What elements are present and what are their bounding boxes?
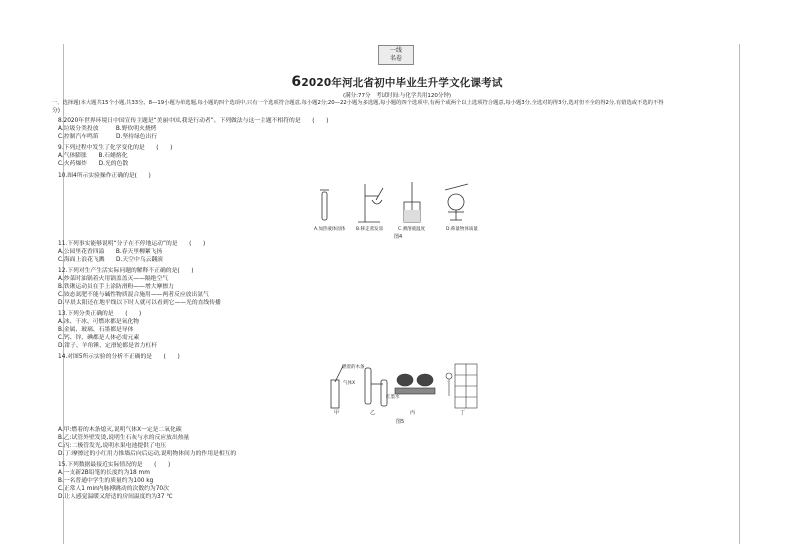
fig4-b-stand: [358, 184, 383, 222]
fig4-label: 图4: [394, 234, 403, 240]
fig5-small-label-3: 红墨水: [386, 395, 400, 400]
q14-option-b: B.乙:试管外壁发烫,说明生石灰与水的反应放出热量: [58, 435, 190, 441]
q12-option-d: D.早晨太阳还在地平线以下时人就可以看到它——光的直线传播: [58, 300, 221, 306]
fig4-caption-b: B.移走蒸发皿: [356, 227, 384, 232]
intro-line-1: 一、选择题(本大题共15个小题,共33分。8—19小题为单选题,每小题的四个选项中,只有一个选项符合题意,每小题2分;20—22小题为多选题,每小题的四个选项中,有两个或两个以上选项符合题意,每小题3分,全选对的得3分,选对但不全的得2分,有错选或不选的不得: [52, 100, 664, 106]
fig4-c-beaker: [404, 182, 420, 222]
q13-stem: 13.下列分类正确的是 ( ): [58, 311, 142, 317]
q15-option-a: A.一支新2B铅笔的长度约为18 mm: [58, 470, 150, 476]
q13-option-b: B.金属、玻璃、石墨都是导体: [58, 327, 134, 333]
q8-options-ab: A.垃圾分类投放 B.野炊明火烧烤: [58, 126, 157, 132]
page-subtitle: (满分:77分 考试时间:与化学共用120分钟): [343, 93, 451, 99]
fig5-yi-tube: [365, 368, 387, 406]
q12-stem: 12.下列对生产生活实际问题的解释不正确的是( ): [58, 268, 194, 274]
right-margin-line: [739, 44, 740, 544]
q9-options-cd: C.火药爆炸 D.光的色散: [58, 161, 129, 167]
q12-option-c: C.铵态氮肥不能与碱性物质混合施用——两者反应放出氨气: [58, 292, 209, 298]
fig5-ding-wall: [446, 364, 477, 408]
q9-options-ab: A.气体膨胀 B.石蜡熔化: [58, 153, 128, 159]
q14-option-d: D.丁:摩擦过的小红用力推墙后向后运动,说明物体间力的作用是相互的: [58, 451, 237, 457]
q12-option-a: A.炒菜时油锅着火用锅盖盖灭——隔绝空气: [58, 276, 169, 282]
fig5-label-ding: 丁: [460, 410, 466, 416]
fig4-caption-a: A.加热液体固体: [314, 227, 346, 232]
figure-4: [300, 180, 500, 230]
q14-option-c: C.丙:二极管发光,说明水果电池提供了电压: [58, 443, 167, 449]
q13-option-a: A.冰、干冰、可燃冰都是氧化物: [58, 319, 140, 325]
q11-stem: 11.下列事实能够说明“分子在不停地运动”的是 ( ): [58, 241, 206, 247]
badge-line2: 名卷: [389, 55, 402, 62]
fig5-label-bing: 丙: [410, 410, 416, 416]
q15-stem: 15.下列数据最接近实际情况的是 ( ): [58, 462, 171, 468]
q15-option-d: D.让人感觉温暖又舒适的房间温度约为37 ℃: [58, 494, 173, 500]
q8-stem: 8.2020年世界环境日中国宣传主题是“美丽中国,我是行动者”。下列做法与这一主题不相符的是 ( ): [58, 118, 329, 124]
fig4-caption-c: C.测溶液温度: [398, 227, 426, 232]
q11-options-cd: C.海面上浪花飞溅 D.天空中乌云翻滚: [58, 257, 163, 263]
fig5-label-jia: 甲: [334, 410, 340, 416]
q12-option-b: B.铁锹运动员在手上涂防滑粉——增大摩擦力: [58, 284, 174, 290]
badge-line1: 一线: [389, 47, 402, 54]
fig4-caption-d: D.称量物体质量: [446, 227, 478, 232]
fig5-label-yi: 乙: [370, 410, 376, 416]
fig4-a-test-tube: [320, 190, 329, 220]
page-title: [0, 74, 794, 90]
q10-stem: 10.图4所示实验操作正确的是( ): [58, 173, 151, 179]
title-number: 6: [291, 74, 302, 90]
fig4-d-balance: [445, 184, 468, 220]
badge: [378, 45, 414, 65]
q13-option-d: D.钳子、羊角锤、定滑轮都是省力杠杆: [58, 343, 158, 349]
intro-line-2: 分): [52, 108, 61, 114]
q14-option-a: A.甲:燃着的木条熄灭,说明气体X一定是二氧化碳: [58, 427, 182, 433]
fig5-label: 图5: [396, 419, 405, 425]
q15-option-c: C.正常人1 min内脉搏跳动的次数约为70次: [58, 486, 169, 492]
q9-stem: 9.下列过程中发生了化学变化的是 ( ): [58, 145, 173, 151]
fig5-bing-fruit-battery: [395, 374, 435, 394]
q11-options-ab: A.公园里花香四溢 B.春天里柳絮飞扬: [58, 249, 163, 255]
title-text: 2020年河北省初中毕业生升学文化课考试: [301, 77, 503, 89]
q8-options-cd: C.控制汽车鸣笛 D.坚持绿色出行: [58, 134, 158, 140]
fig5-jia-bottle: [331, 366, 343, 408]
fig5-small-label-1: 燃着的木条: [342, 365, 365, 370]
q15-option-b: B.一名普通中学生的质量约为100 kg: [58, 478, 154, 484]
q14-stem: 14.对图5所示实验的分析不正确的是 ( ): [58, 354, 180, 360]
fig5-small-label-2: 气体X: [343, 381, 356, 386]
q13-option-c: C.钙、锌、碘都是人体必需元素: [58, 335, 140, 341]
